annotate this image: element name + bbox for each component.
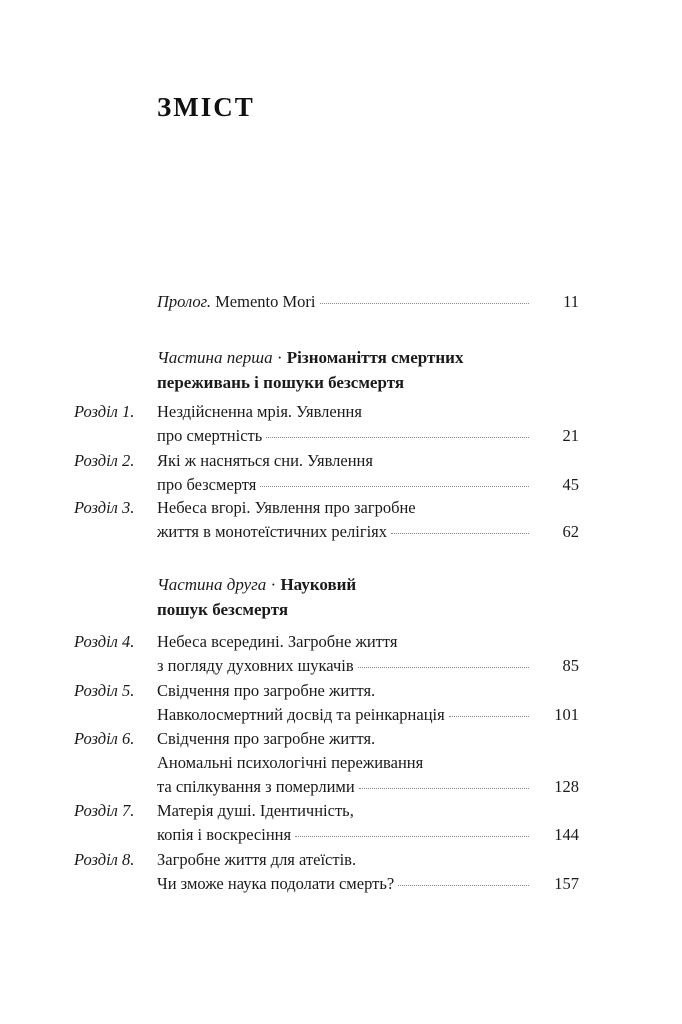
part-separator: · (276, 348, 283, 367)
chapter-label: Розділ 2. (74, 451, 135, 470)
page-number: 45 (562, 475, 579, 494)
dot-leader (398, 884, 529, 886)
chapter-title-line: Аномальні психологічні переживання (157, 753, 424, 772)
prologue-title: Memento Mori (215, 292, 316, 311)
chapter-label: Розділ 4. (74, 632, 135, 651)
dot-leader (391, 532, 529, 534)
page-number: 21 (562, 426, 579, 445)
page-number: 157 (554, 874, 579, 893)
chapter-last-line (157, 777, 529, 797)
chapter-title-line: про безсмертя (157, 475, 257, 494)
part-separator: · (270, 575, 277, 594)
dot-leader (266, 436, 529, 438)
chapter-last-line (157, 522, 529, 542)
page-title: ЗМІСТ (157, 92, 255, 122)
chapter-title-line: Матерія душі. Ідентичність, (157, 801, 354, 820)
dot-leader (359, 787, 529, 789)
chapter-title-line: та спілкування з померлими (157, 777, 355, 796)
chapter-title-line: Свідчення про загробне життя. (157, 681, 376, 700)
chapter-label: Розділ 5. (74, 681, 135, 700)
page-number: 11 (563, 292, 579, 311)
chapter-last-line (157, 825, 529, 845)
dot-leader (320, 302, 530, 304)
chapter-last-line (157, 426, 529, 446)
dot-leader (260, 485, 529, 487)
chapter-title-line: Чи зможе наука подолати смерть? (157, 874, 395, 893)
part-title-line1: Науковий (280, 575, 357, 594)
prologue-label: Пролог. (157, 292, 211, 311)
chapter-title-line: Свідчення про загробне життя. (157, 729, 376, 748)
part-title-line2: пошук безсмертя (157, 600, 289, 619)
dot-leader (295, 835, 529, 837)
chapter-title-line: Нездійсненна мрія. Уявлення (157, 402, 362, 421)
chapter-last-line (157, 705, 529, 725)
page-number: 144 (554, 825, 579, 844)
dot-leader (358, 666, 529, 668)
chapter-title-line: Небеса всередині. Загробне життя (157, 632, 398, 651)
chapter-label: Розділ 1. (74, 402, 135, 421)
chapter-label: Розділ 3. (74, 498, 135, 517)
chapter-label: Розділ 8. (74, 850, 135, 869)
part-heading-2 (157, 572, 356, 622)
part-title-line2: переживань і пошуки безсмертя (157, 373, 405, 392)
part-label: Частина друга (157, 575, 267, 594)
chapter-title-line: Які ж насняться сни. Уявлення (157, 451, 373, 470)
part-label: Частина перша (157, 348, 273, 367)
chapter-title-line: Загробне життя для атеїстів. (157, 850, 357, 869)
page-number: 128 (554, 777, 579, 796)
prologue-line (157, 292, 529, 312)
chapter-last-line (157, 656, 529, 676)
dot-leader (449, 715, 529, 717)
page-number: 85 (562, 656, 579, 675)
page-number: 62 (562, 522, 579, 541)
chapter-title-line: про смертність (157, 426, 263, 445)
chapter-title-line: Небеса вгорі. Уявлення про загробне (157, 498, 416, 517)
chapter-title-line: з погляду духовних шукачів (157, 656, 354, 675)
page-number: 101 (554, 705, 579, 724)
chapter-last-line (157, 874, 529, 894)
chapter-label: Розділ 6. (74, 729, 135, 748)
chapter-title-line: Навколосмертний досвід та реінкарнація (157, 705, 445, 724)
chapter-title-line: життя в монотеїстичних релігіях (157, 522, 388, 541)
part-heading-1 (157, 345, 463, 395)
part-title-line1: Різноманіття смертних (286, 348, 464, 367)
chapter-label: Розділ 7. (74, 801, 135, 820)
chapter-title-line: копія і воскресіння (157, 825, 292, 844)
chapter-last-line (157, 475, 529, 495)
